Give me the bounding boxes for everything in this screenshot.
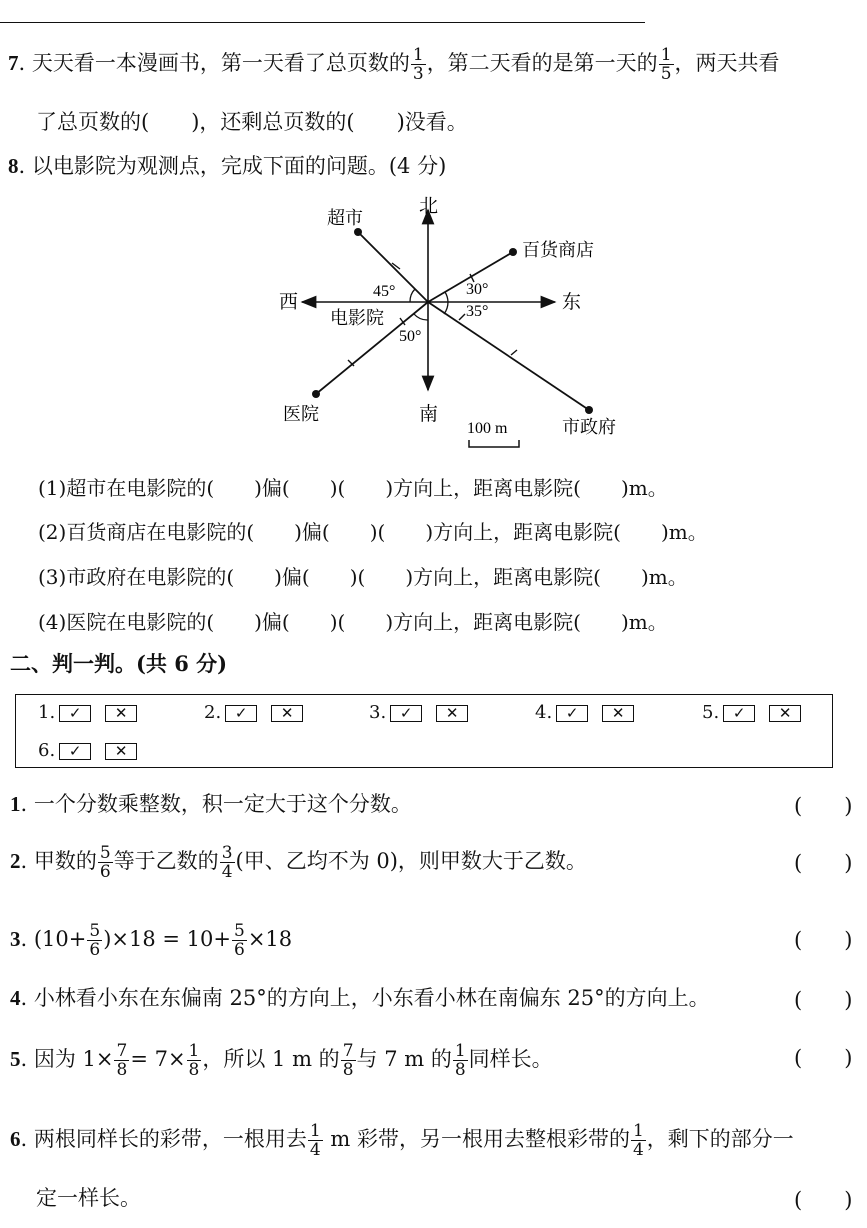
text: . 因为 1× xyxy=(20,1047,114,1071)
numerator: 1 xyxy=(412,45,424,65)
text: m 彩带，另一根用去整根彩带的 xyxy=(323,1127,630,1151)
label-center: 电影院 xyxy=(330,308,384,328)
denominator: 4 xyxy=(221,862,233,882)
point-store xyxy=(509,248,517,256)
q7-line1 xyxy=(8,46,780,83)
check-box[interactable]: ✓ xyxy=(59,743,91,760)
grid-item-1 xyxy=(38,702,137,723)
q8-answer-4: (4)医院在电影院的( )偏( )( )方向上，距离电影院( )m。 xyxy=(38,610,668,634)
answer-paren-5[interactable]: ( ) xyxy=(794,1046,853,1070)
check-box[interactable]: ✓ xyxy=(723,705,755,722)
label-store: 百货商店 xyxy=(522,240,594,260)
fraction xyxy=(659,46,674,83)
q7-line2: 了总页数的( )，还剩总页数的( )没看。 xyxy=(36,110,468,134)
check-box[interactable]: ✓ xyxy=(390,705,422,722)
text: 同样长。 xyxy=(468,1047,553,1071)
judge-3 xyxy=(10,922,292,959)
point-supermarket xyxy=(354,228,362,236)
question-number: 3 xyxy=(10,927,21,951)
judge-1 xyxy=(10,790,412,818)
cross-box[interactable]: ✕ xyxy=(436,705,468,722)
q7-text-c: ，两天共看 xyxy=(674,51,780,75)
text: ，剩下的部分一 xyxy=(646,1127,794,1151)
question-number: 2 xyxy=(10,849,21,873)
answer-grid xyxy=(15,694,833,768)
fraction xyxy=(187,1042,202,1079)
fraction xyxy=(341,1042,356,1079)
fraction xyxy=(411,46,426,83)
section-heading: 二、判一判。(共 6 分) xyxy=(10,651,228,676)
top-rule xyxy=(0,22,645,23)
denominator: 4 xyxy=(632,1140,644,1160)
arc-50 xyxy=(414,314,428,320)
numerator: 5 xyxy=(233,921,245,941)
numerator: 1 xyxy=(309,1121,321,1141)
label-hospital: 医院 xyxy=(283,404,319,424)
q8-text: . 以电影院为观测点，完成下面的问题。(4 分) xyxy=(18,154,447,178)
fraction xyxy=(114,1042,129,1079)
answer-paren-6[interactable]: ( ) xyxy=(794,1188,853,1212)
denominator: 6 xyxy=(99,862,111,882)
numerator: 1 xyxy=(660,45,672,65)
angle-35-label: 35° xyxy=(466,303,489,320)
denominator: 5 xyxy=(660,64,672,84)
denominator: 4 xyxy=(309,1140,321,1160)
question-number: 5 xyxy=(10,1047,21,1071)
label-south: 南 xyxy=(419,404,439,425)
arc-35 xyxy=(444,302,448,314)
scale-bar xyxy=(469,440,519,447)
cross-box[interactable]: ✕ xyxy=(769,705,801,722)
grid-label: 6. xyxy=(38,740,56,761)
question-number: 6 xyxy=(10,1127,21,1151)
cross-box[interactable]: ✕ xyxy=(271,705,303,722)
grid-label: 5. xyxy=(702,702,720,723)
judge-6 xyxy=(10,1122,794,1159)
denominator: 8 xyxy=(342,1060,354,1080)
judge-2 xyxy=(10,844,587,881)
grid-item-2 xyxy=(204,702,303,723)
cross-box[interactable]: ✕ xyxy=(105,705,137,722)
denominator: 6 xyxy=(89,940,101,960)
direction-diagram xyxy=(0,190,867,450)
check-box[interactable]: ✓ xyxy=(556,705,588,722)
numerator: 1 xyxy=(632,1121,644,1141)
point-government xyxy=(585,406,593,414)
arc-45 xyxy=(410,289,415,302)
label-west: 西 xyxy=(279,292,299,313)
q8-answer-2: (2)百货商店在电影院的( )偏( )( )方向上，距离电影院( )m。 xyxy=(38,520,708,544)
answer-paren-4[interactable]: ( ) xyxy=(794,988,853,1012)
text: 等于乙数的 xyxy=(113,849,219,873)
numerator: 3 xyxy=(221,843,233,863)
fraction xyxy=(87,922,102,959)
grid-label: 4. xyxy=(535,702,553,723)
text: (甲、乙均不为 0)，则甲数大于乙数。 xyxy=(235,849,587,873)
grid-item-6 xyxy=(38,740,137,761)
q7-text-a: . 天天看一本漫画书，第一天看了总页数的 xyxy=(18,51,410,75)
fraction xyxy=(232,922,247,959)
question-number: 1 xyxy=(10,792,21,816)
numerator: 7 xyxy=(116,1041,128,1061)
denominator: 8 xyxy=(188,1060,200,1080)
answer-paren-3[interactable]: ( ) xyxy=(794,928,853,952)
angle-50-label: 50° xyxy=(399,328,422,345)
denominator: 8 xyxy=(454,1060,466,1080)
cross-box[interactable]: ✕ xyxy=(602,705,634,722)
label-east: 东 xyxy=(562,292,582,313)
numerator: 5 xyxy=(89,921,101,941)
numerator: 1 xyxy=(454,1041,466,1061)
judge-4 xyxy=(10,984,710,1012)
numerator: 5 xyxy=(99,843,111,863)
question-number: 4 xyxy=(10,986,21,1010)
check-box[interactable]: ✓ xyxy=(225,705,257,722)
fraction xyxy=(220,844,235,881)
numerator: 1 xyxy=(188,1041,200,1061)
judge-6-line2: 定一样长。 xyxy=(36,1186,141,1210)
fraction xyxy=(98,844,113,881)
label-government: 市政府 xyxy=(562,417,616,437)
cross-box[interactable]: ✕ xyxy=(105,743,137,760)
grid-label: 1. xyxy=(38,702,56,723)
numerator: 7 xyxy=(342,1041,354,1061)
check-box[interactable]: ✓ xyxy=(59,705,91,722)
text: 与 7 m 的 xyxy=(356,1047,452,1071)
grid-item-3 xyxy=(369,702,468,723)
q8-answer-3: (3)市政府在电影院的( )偏( )( )方向上，距离电影院( )m。 xyxy=(38,565,688,589)
ray-government xyxy=(428,302,589,410)
fraction xyxy=(631,1122,646,1159)
denominator: 8 xyxy=(116,1060,128,1080)
fraction xyxy=(453,1042,468,1079)
question-number: 8 xyxy=(8,154,19,178)
text: )×18 = 10+ xyxy=(103,927,231,951)
q8-prompt xyxy=(8,152,446,180)
grid-item-5 xyxy=(702,702,801,723)
text: . (10+ xyxy=(20,927,87,951)
angle-30-label: 30° xyxy=(466,281,489,298)
angle-45-label: 45° xyxy=(373,283,396,300)
text: = 7× xyxy=(130,1047,186,1071)
scale-label: 100 m xyxy=(467,420,508,437)
question-number: 7 xyxy=(8,51,19,75)
denominator: 3 xyxy=(412,64,424,84)
label-north: 北 xyxy=(419,196,439,217)
point-hospital xyxy=(312,390,320,398)
text: . 两根同样长的彩带，一根用去 xyxy=(20,1127,307,1151)
q8-answer-1: (1)超市在电影院的( )偏( )( )方向上，距离电影院( )m。 xyxy=(38,476,668,500)
answer-paren-1[interactable]: ( ) xyxy=(794,794,853,818)
grid-label: 2. xyxy=(204,702,222,723)
text: . 甲数的 xyxy=(20,849,97,873)
question-text: . 小林看小东在东偏南 25°的方向上，小东看小林在南偏东 25°的方向上。 xyxy=(20,986,710,1010)
grid-label: 3. xyxy=(369,702,387,723)
fraction xyxy=(308,1122,323,1159)
text: ×18 xyxy=(247,927,293,951)
denominator: 6 xyxy=(233,940,245,960)
grid-item-4 xyxy=(535,702,634,723)
q7-text-b: ，第二天看的是第一天的 xyxy=(426,51,658,75)
judge-5 xyxy=(10,1042,553,1079)
answer-paren-2[interactable]: ( ) xyxy=(794,851,853,875)
label-supermarket: 超市 xyxy=(327,208,363,228)
arc-30 xyxy=(445,292,448,302)
question-text: . 一个分数乘整数，积一定大于这个分数。 xyxy=(20,792,412,816)
text: ，所以 1 m 的 xyxy=(202,1047,340,1071)
